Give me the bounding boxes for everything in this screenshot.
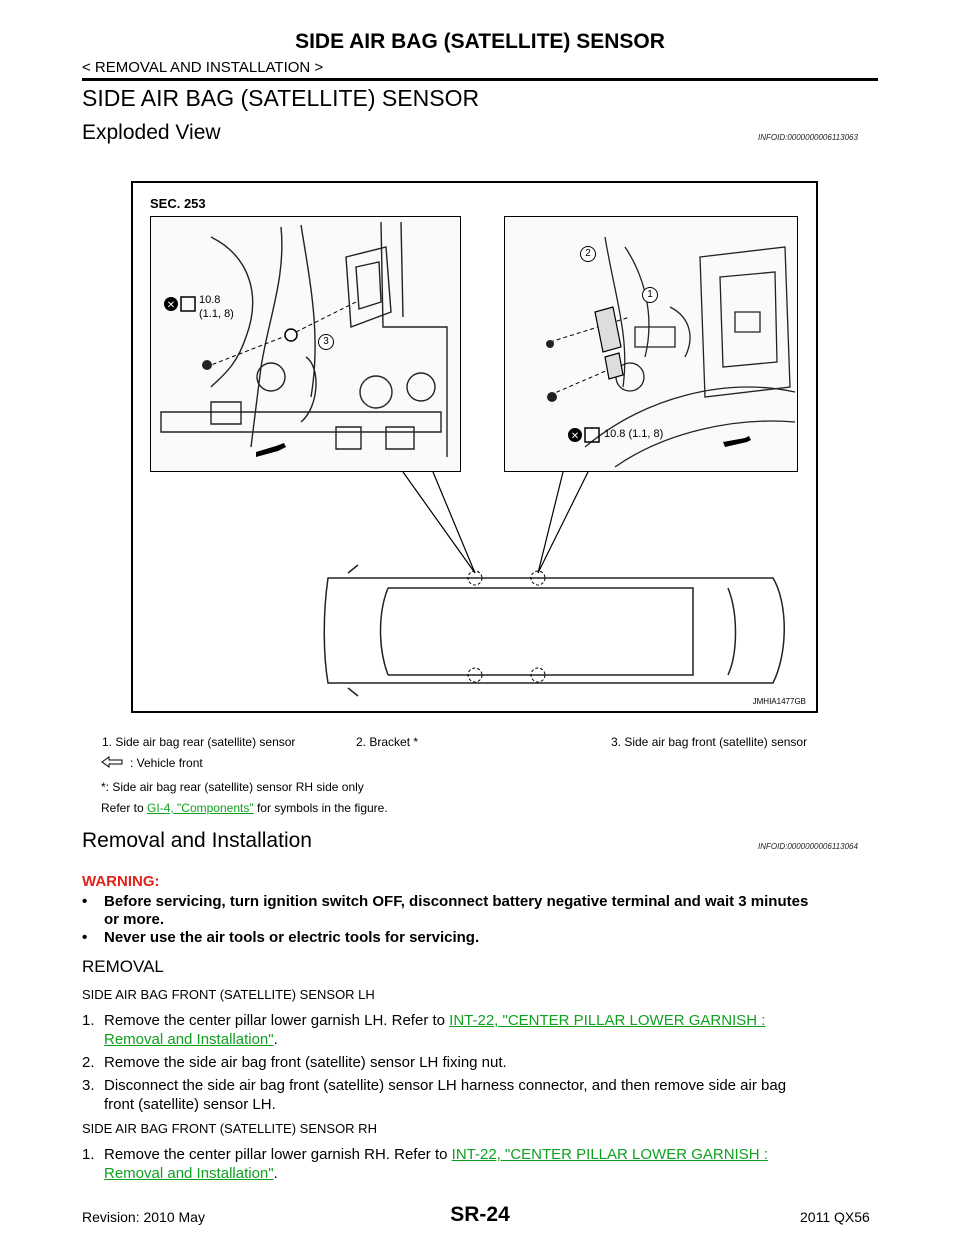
lh-step-1-line2 <box>104 1030 278 1049</box>
lh-step-3-num: 3. <box>82 1077 95 1094</box>
lh-step-1 <box>104 1011 765 1030</box>
removal-infoid: INFOID:0000000006113064 <box>758 842 858 851</box>
lh-step-3-cont: front (satellite) sensor LH. <box>104 1096 276 1113</box>
header-divider <box>82 78 878 81</box>
page-header-title: SIDE AIR BAG (SATELLITE) SENSOR <box>295 30 665 53</box>
lh-step-1-end: . <box>273 1031 278 1048</box>
link-int22-lh-1[interactable]: INT-22, "CENTER PILLAR LOWER GARNISH : <box>449 1012 766 1029</box>
legend-refer <box>101 801 388 815</box>
warning-label: WARNING: <box>82 873 160 890</box>
lh-step-2: Remove the side air bag front (satellite) sensor LH fixing nut. <box>104 1054 507 1071</box>
lh-step-1-text: Remove the center pillar lower garnish LH. Refer to <box>104 1012 450 1029</box>
callout-3: 3 <box>318 334 334 350</box>
torque-label-left-units: (1.1, 8) <box>199 308 234 320</box>
figure-section-label: SEC. 253 <box>150 196 206 211</box>
link-gi4-components[interactable]: GI-4, "Components" <box>147 801 254 815</box>
exploded-view-heading: Exploded View <box>82 121 221 144</box>
removal-heading: Removal and Installation <box>82 829 312 852</box>
rh-step-1-num: 1. <box>82 1146 95 1163</box>
legend-refer-prefix: Refer to <box>101 801 148 815</box>
rh-step-1-line2 <box>104 1164 278 1183</box>
warning-2: Never use the air tools or electric tools for servicing. <box>104 929 480 946</box>
lh-title: SIDE AIR BAG FRONT (SATELLITE) SENSOR LH <box>82 987 375 1002</box>
breadcrumb: < REMOVAL AND INSTALLATION > <box>82 59 324 76</box>
callout-2: 2 <box>580 246 596 262</box>
legend-item-1: 1. Side air bag rear (satellite) sensor <box>102 735 296 749</box>
warning-bullet-2-marker: • <box>82 929 88 946</box>
rh-title: SIDE AIR BAG FRONT (SATELLITE) SENSOR RH <box>82 1121 377 1136</box>
rh-step-1 <box>104 1145 768 1164</box>
warning-bullet-1-marker: • <box>82 893 88 910</box>
lh-step-2-num: 2. <box>82 1054 95 1071</box>
legend-item-3: 3. Side air bag front (satellite) sensor <box>611 735 808 749</box>
link-int22-rh-1[interactable]: INT-22, "CENTER PILLAR LOWER GARNISH : <box>451 1146 768 1163</box>
svg-text:✕: ✕ <box>570 431 580 442</box>
link-int22-rh-2[interactable]: Removal and Installation" <box>104 1165 274 1182</box>
rh-step-1-end: . <box>273 1165 278 1182</box>
legend-vehicle-front: : Vehicle front <box>130 756 203 770</box>
svg-text:✕: ✕ <box>166 300 176 311</box>
lh-step-1-num: 1. <box>82 1012 95 1029</box>
legend-item-2: 2. Bracket * <box>356 735 419 749</box>
exploded-view-infoid: INFOID:0000000006113063 <box>758 133 858 142</box>
footer-revision: Revision: 2010 May <box>82 1209 205 1225</box>
vehicle-front-outline-icon <box>101 756 123 768</box>
removal-subheading: REMOVAL <box>82 957 164 976</box>
footer-model: 2011 QX56 <box>800 1209 870 1225</box>
exploded-view-figure <box>131 181 818 713</box>
torque-label-right: 10.8 (1.1, 8) <box>604 428 664 440</box>
legend-refer-suffix: for symbols in the figure. <box>253 801 388 815</box>
torque-label-left: 10.8 <box>199 294 221 306</box>
lh-step-3: Disconnect the side air bag front (satellite) sensor LH harness connector, and then remove side air bag <box>104 1077 787 1094</box>
link-int22-lh-2[interactable]: Removal and Installation" <box>104 1031 274 1048</box>
legend-note: *: Side air bag rear (satellite) sensor RH side only <box>101 780 364 794</box>
warning-1-cont: or more. <box>104 911 165 928</box>
figure-code: JMHIA1477GB <box>752 697 806 706</box>
footer-page-number: SR-24 <box>450 1203 510 1226</box>
vehicle-location-drawing <box>133 183 816 711</box>
warning-1: Before servicing, turn ignition switch OFF, disconnect battery negative terminal and wait 3 minutes <box>104 893 809 910</box>
section-title: SIDE AIR BAG (SATELLITE) SENSOR <box>82 85 480 111</box>
rh-step-1-text: Remove the center pillar lower garnish RH. Refer to <box>104 1146 452 1163</box>
callout-1: 1 <box>642 287 658 303</box>
